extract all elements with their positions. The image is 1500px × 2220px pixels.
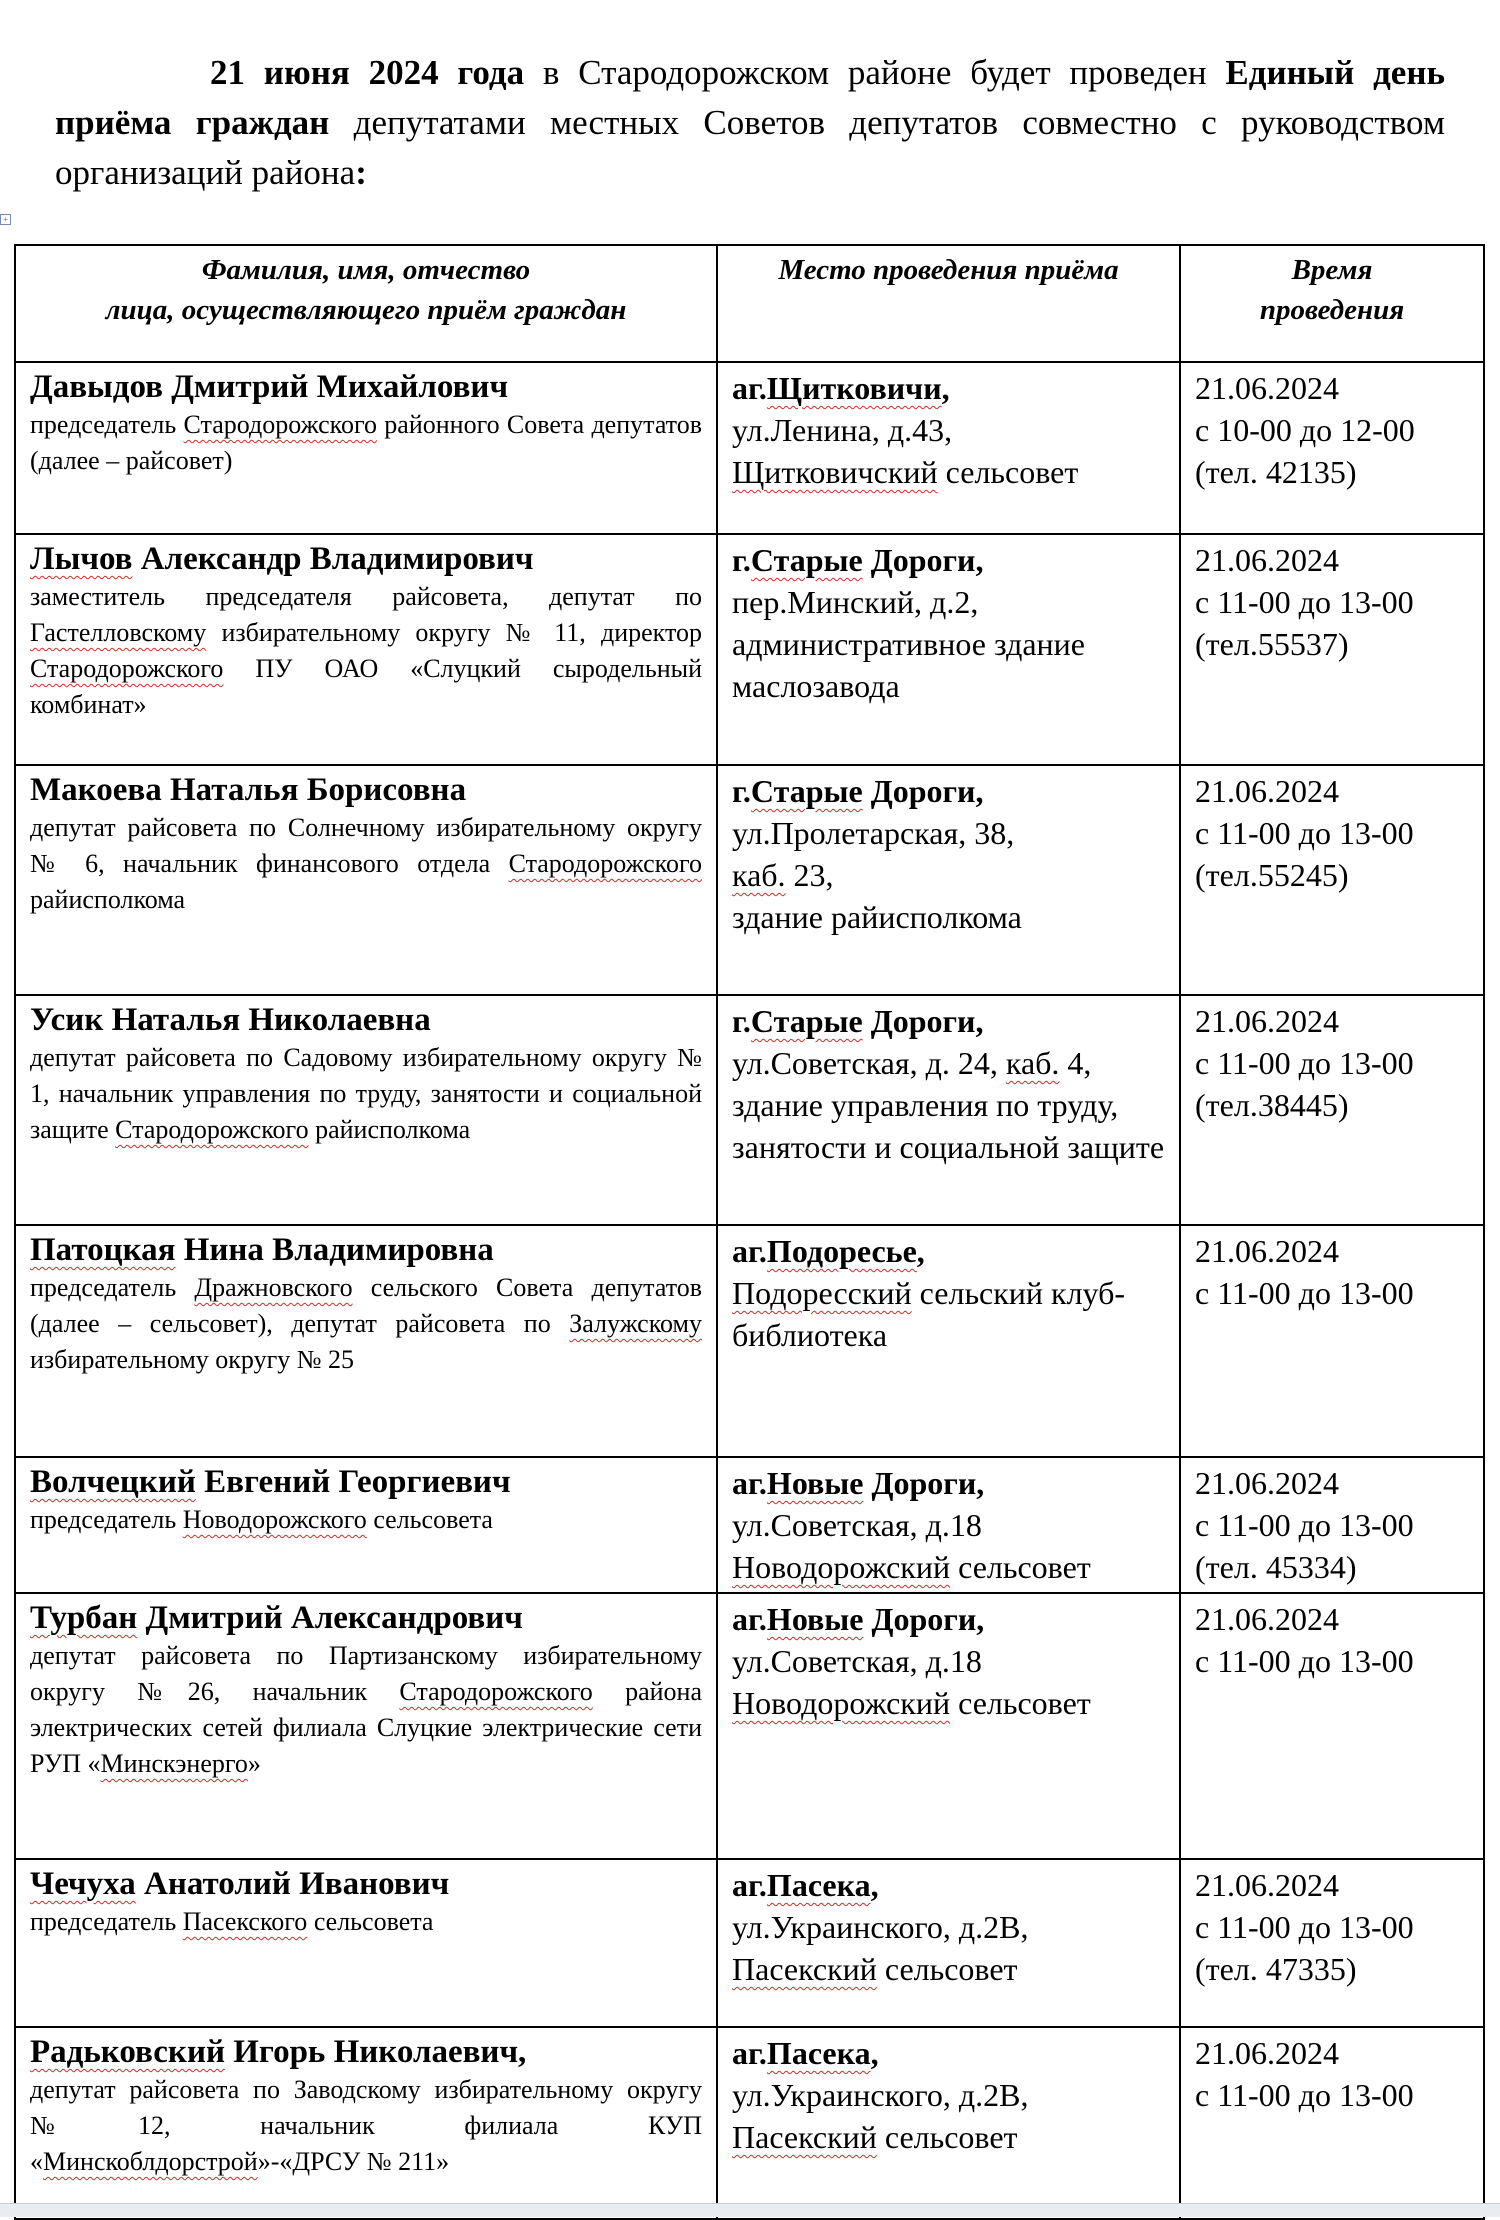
time-cell (1180, 1859, 1484, 2027)
place-cell (717, 995, 1180, 1225)
table-row (15, 1593, 1484, 1859)
reception-date: 21.06.2024 (1195, 542, 1339, 578)
reception-phone: (тел. 45334) (1195, 1549, 1357, 1585)
reception-hours: с 11-00 до 13-00 (1195, 2077, 1414, 2113)
person-name: Лычов Александр Владимирович (30, 541, 534, 577)
place-cell (717, 765, 1180, 995)
time-cell (1180, 1593, 1484, 1859)
reception-hours: с 11-00 до 13-00 (1195, 1275, 1414, 1311)
person-position: депутат райсовета по Садовому избирательному округу № 1, начальник управления по труду, занятости и социальной защите Стародорожского райисполкома (30, 1043, 702, 1144)
place-line: ул.Украинского, д.2В, (732, 2077, 1029, 2113)
place-locality: аг.Пасека, (732, 2035, 879, 2071)
place-line: здание райисполкома (732, 899, 1022, 935)
reception-phone: (тел. 47335) (1195, 1951, 1357, 1987)
header-person-line1: Фамилия, имя, отчество (201, 254, 531, 286)
reception-hours: с 11-00 до 13-00 (1195, 815, 1414, 851)
place-line: здание управления по труду, занятости и социальной защите (732, 1087, 1165, 1165)
place-line: Новодорожский сельсовет (732, 1685, 1091, 1721)
person-cell (15, 1457, 717, 1593)
place-locality: аг.Щитковичи, (732, 370, 950, 406)
place-cell (717, 1457, 1180, 1593)
person-position: депутат райсовета по Заводскому избирательному округу №12, начальник филиала КУП «Минскоблдорстрой»-«ДРСУ № 211» (30, 2075, 702, 2176)
place-line: Новодорожский сельсовет (732, 1549, 1091, 1585)
reception-date: 21.06.2024 (1195, 370, 1339, 406)
time-cell (1180, 1457, 1484, 1593)
reception-phone: (тел.38445) (1195, 1087, 1349, 1123)
person-name: Волчецкий Евгений Георгиевич (30, 1464, 511, 1500)
person-cell (15, 1859, 717, 2027)
intro-date: 21 июня 2024 года (210, 53, 525, 92)
time-cell (1180, 1225, 1484, 1457)
time-cell (1180, 534, 1484, 765)
person-position: депутат райсовета по Солнечному избирательному округу № 6, начальник финансового отдела Стародорожского райисполкома (30, 813, 702, 914)
person-cell (15, 534, 717, 765)
reception-date: 21.06.2024 (1195, 1601, 1339, 1637)
place-cell (717, 1859, 1180, 2027)
reception-phone: (тел. 42135) (1195, 454, 1357, 490)
place-cell (717, 2027, 1180, 2219)
reception-date: 21.06.2024 (1195, 1003, 1339, 1039)
reception-phone: (тел.55245) (1195, 857, 1349, 893)
person-name: Чечуха Анатолий Иванович (30, 1866, 450, 1902)
table-anchor-icon[interactable]: + (0, 214, 11, 225)
intro-colon: : (355, 153, 367, 192)
place-line: Подоресский сельский клуб-библиотека (732, 1275, 1126, 1353)
place-line: административное здание маслозавода (732, 626, 1085, 704)
person-position: председатель Стародорожского районного Совета депутатов (далее – райсовет) (30, 410, 702, 475)
reception-hours: с 11-00 до 13-00 (1195, 1507, 1414, 1543)
place-line: Пасекский сельсовет (732, 2119, 1018, 2155)
header-time-line1: Время (1291, 254, 1373, 286)
place-cell (717, 1593, 1180, 1859)
person-name: Макоева Наталья Борисовна (30, 772, 467, 808)
header-place (717, 245, 1180, 362)
place-locality: аг.Новые Дороги, (732, 1601, 985, 1637)
reception-date: 21.06.2024 (1195, 2035, 1339, 2071)
reception-hours: с 11-00 до 13-00 (1195, 1909, 1414, 1945)
person-cell (15, 1225, 717, 1457)
reception-hours: с 10-00 до 12-00 (1195, 412, 1415, 448)
place-line: Щитковичский сельсовет (732, 454, 1079, 490)
person-cell (15, 1593, 717, 1859)
intro-event: Единый день приёма граждан (55, 53, 1446, 142)
person-cell (15, 765, 717, 995)
person-cell (15, 995, 717, 1225)
intro-paragraph (55, 48, 1445, 198)
place-line: каб. 23, (732, 857, 834, 893)
place-locality: аг.Подоресье, (732, 1233, 925, 1269)
person-cell (15, 362, 717, 534)
header-person-line2: лица, осуществляющего приём граждан (105, 294, 627, 326)
header-time-line2: проведения (1259, 294, 1405, 326)
person-name: Усик Наталья Николаевна (30, 1002, 431, 1038)
person-position: председатель Дражновского сельского Совета депутатов (далее – сельсовет), депутат райсовета по Залужскому избирательному округу № 25 (30, 1273, 702, 1374)
person-name: Давыдов Дмитрий Михайлович (30, 369, 509, 405)
person-position: председатель Пасекского сельсовета (30, 1907, 434, 1936)
person-name: Турбан Дмитрий Александрович (30, 1600, 523, 1636)
place-line: ул.Советская, д.18 (732, 1643, 982, 1679)
reception-date: 21.06.2024 (1195, 1233, 1339, 1269)
person-cell (15, 2027, 717, 2219)
place-cell (717, 534, 1180, 765)
table-row (15, 765, 1484, 995)
place-line: пер.Минский, д.2, (732, 584, 979, 620)
table-row (15, 1457, 1484, 1593)
header-place-label: Место проведения приёма (778, 254, 1119, 286)
reception-hours: с 11-00 до 13-00 (1195, 1643, 1414, 1679)
reception-hours: с 11-00 до 13-00 (1195, 1045, 1414, 1081)
time-cell (1180, 362, 1484, 534)
table-row (15, 1225, 1484, 1457)
person-name: Радьковский Игорь Николаевич, (30, 2034, 527, 2070)
time-cell (1180, 765, 1484, 995)
place-cell (717, 362, 1180, 534)
place-cell (717, 1225, 1180, 1457)
reception-date: 21.06.2024 (1195, 773, 1339, 809)
person-position: депутат райсовета по Партизанскому избирательному округу №26, начальник Стародорожского района электрических сетей филиала Слуцкие электрические сети РУП «Минскэнерго» (30, 1641, 702, 1778)
table-row (15, 995, 1484, 1225)
place-line: ул.Пролетарская, 38, (732, 815, 1015, 851)
place-locality: аг.Новые Дороги, (732, 1465, 985, 1501)
header-time (1180, 245, 1484, 362)
header-person (15, 245, 717, 362)
place-line: Пасекский сельсовет (732, 1951, 1018, 1987)
place-line: ул.Советская, д.18 (732, 1507, 982, 1543)
table-row (15, 1859, 1484, 2027)
time-cell (1180, 995, 1484, 1225)
place-locality: г.Старые Дороги, (732, 773, 984, 809)
place-locality: г.Старые Дороги, (732, 542, 984, 578)
intro-text-2: депутатами местных Советов депутатов совместно с руководством организаций района (55, 103, 1445, 192)
window-bottom-edge (0, 2203, 1500, 2217)
table-header-row (15, 245, 1484, 362)
place-locality: аг.Пасека, (732, 1867, 879, 1903)
reception-date: 21.06.2024 (1195, 1867, 1339, 1903)
table-row (15, 534, 1484, 765)
reception-schedule-table (14, 244, 1485, 2220)
reception-phone: (тел.55537) (1195, 626, 1349, 662)
reception-date: 21.06.2024 (1195, 1465, 1339, 1501)
person-position: председатель Новодорожского сельсовета (30, 1505, 493, 1534)
person-position: заместитель председателя райсовета, депутат по Гастелловскому избирательному округу № 11, директор Стародорожского ПУ ОАО «Слуцкий сыродельный комбинат» (30, 582, 702, 719)
person-name: Патоцкая Нина Владимировна (30, 1232, 494, 1268)
place-line: ул.Ленина, д.43, (732, 412, 953, 448)
table-row (15, 362, 1484, 534)
intro-text-1: в Стародорожском районе будет проведен (524, 53, 1226, 92)
place-locality: г.Старые Дороги, (732, 1003, 984, 1039)
place-line: ул.Советская, д. 24, каб. 4, (732, 1045, 1092, 1081)
time-cell (1180, 2027, 1484, 2219)
place-line: ул.Украинского, д.2В, (732, 1909, 1029, 1945)
reception-hours: с 11-00 до 13-00 (1195, 584, 1414, 620)
table-row (15, 2027, 1484, 2219)
